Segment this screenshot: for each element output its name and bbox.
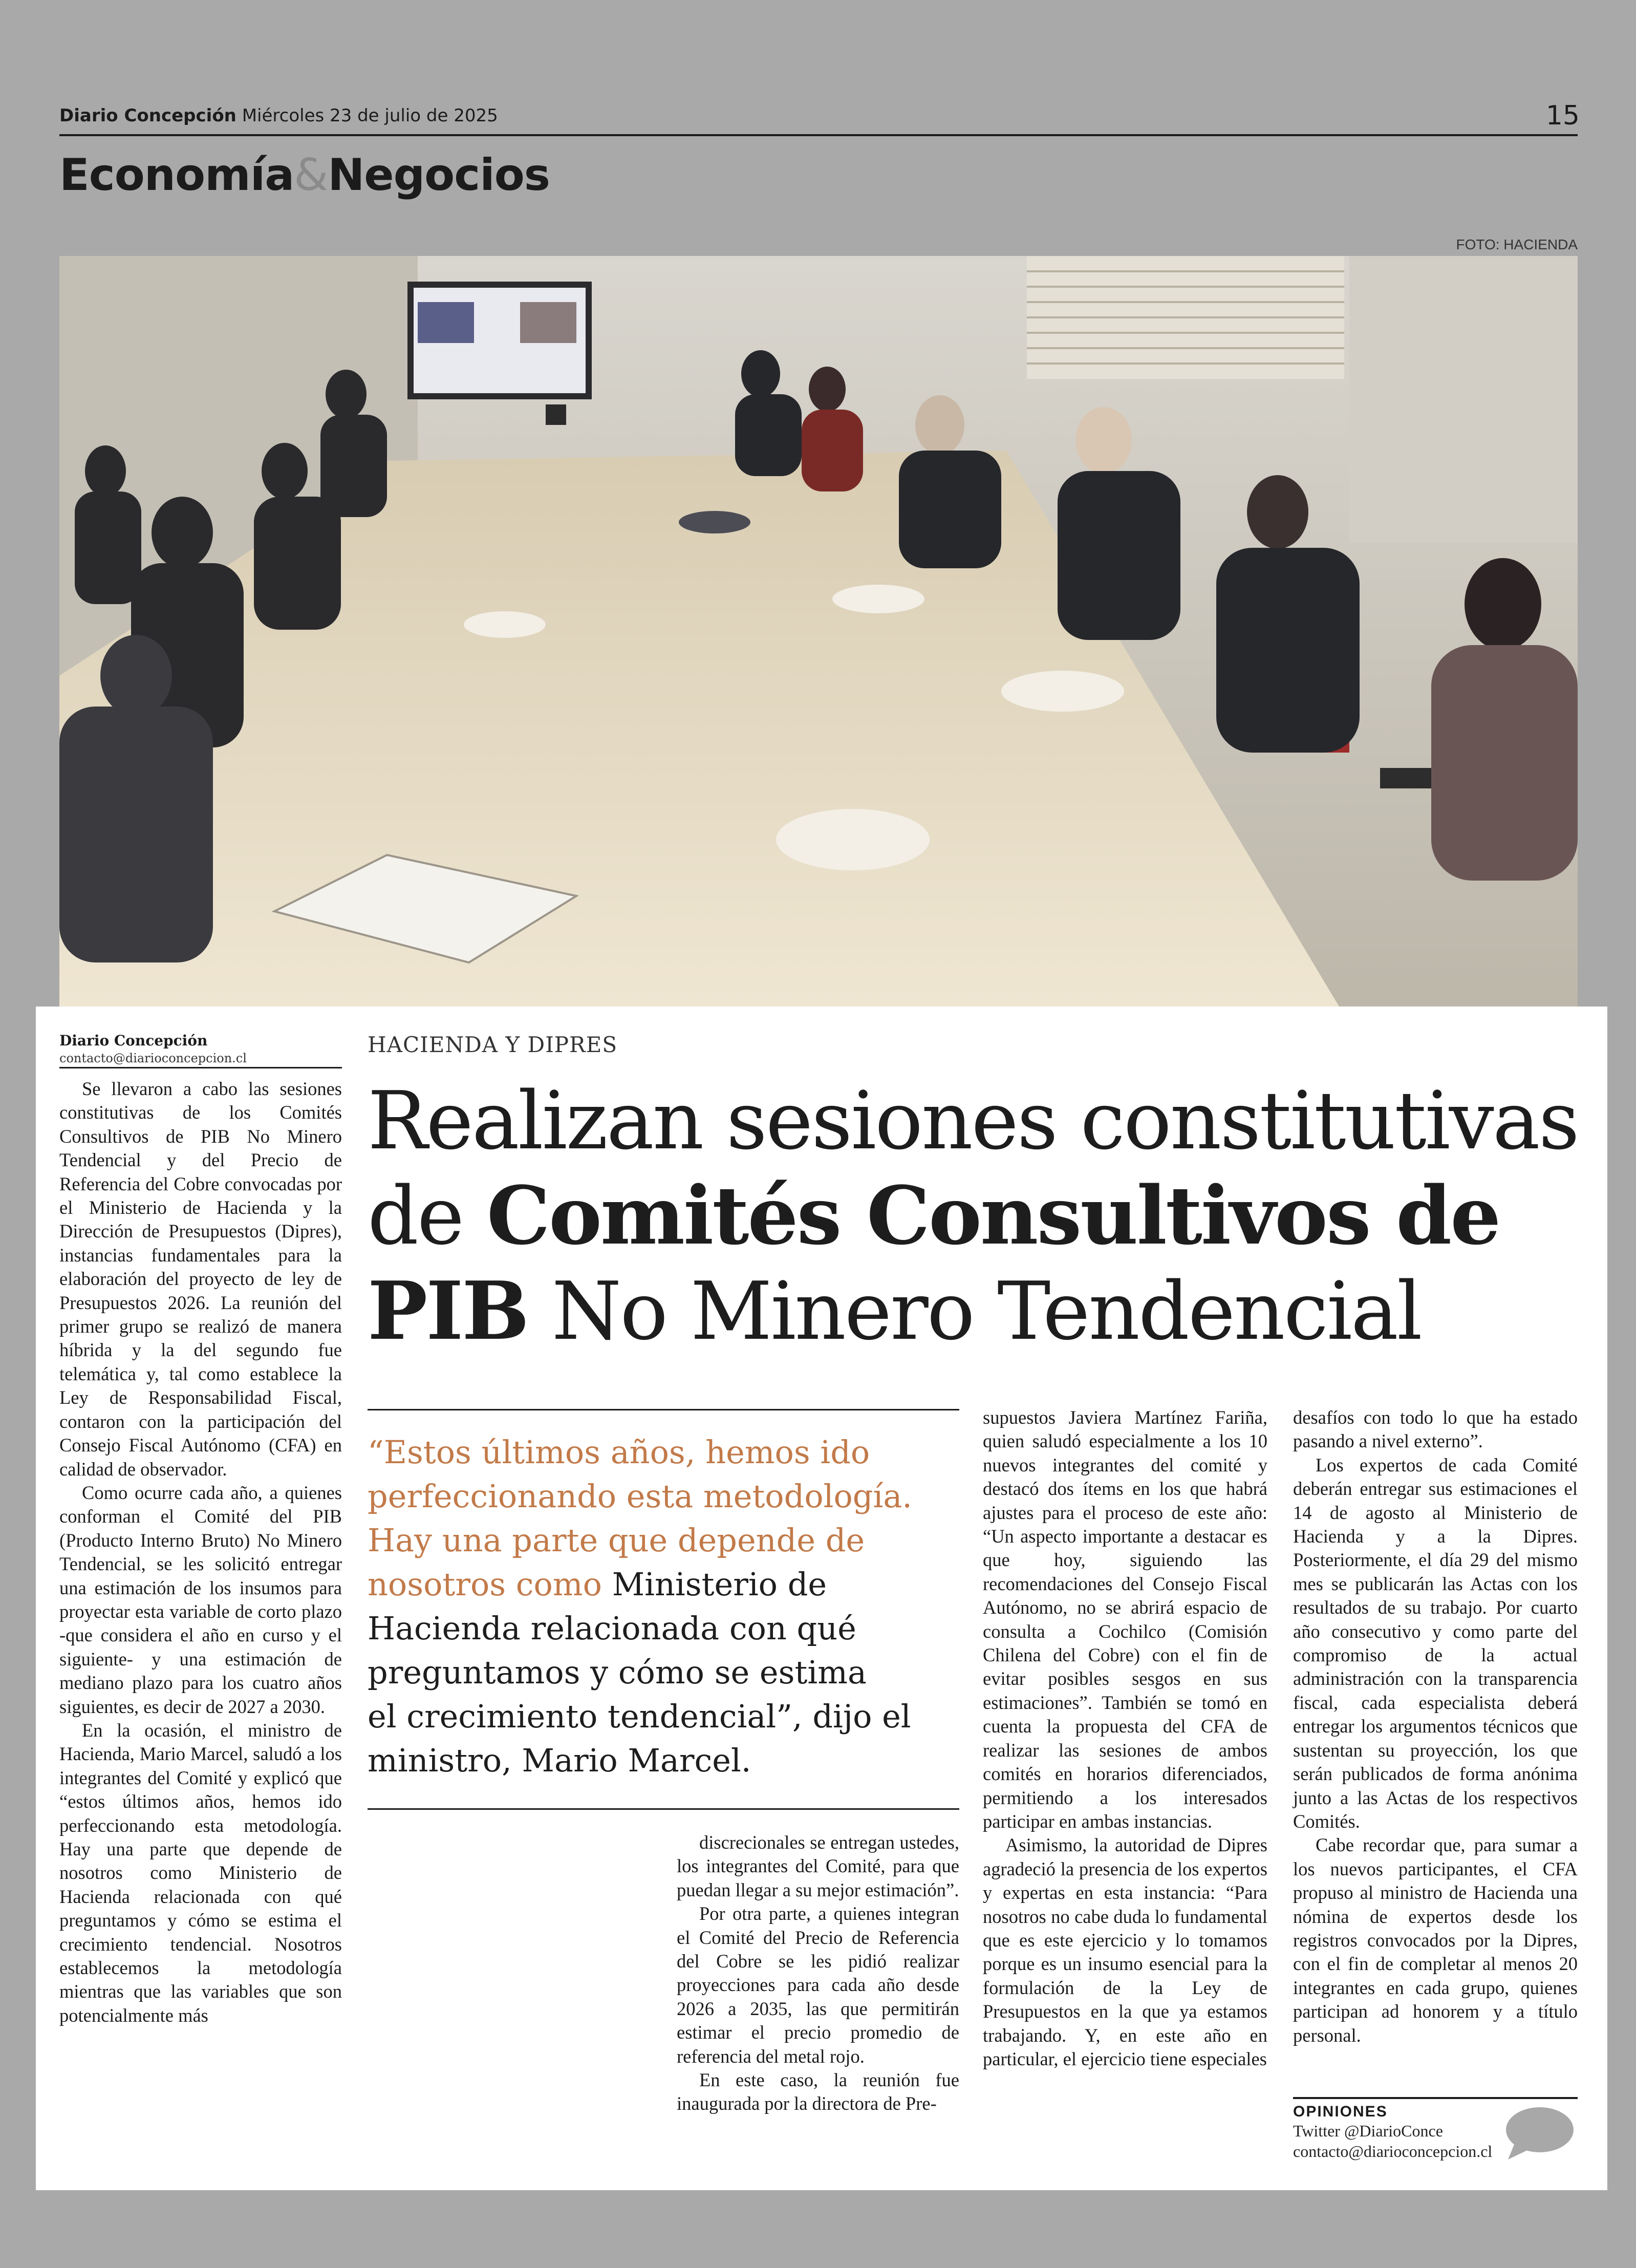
paragraph: discrecionales se entregan ustedes, los integrantes del Comité, para que puedan llegar a su mejor estimación”. <box>677 1832 959 1900</box>
section-title-left: Economía <box>59 149 294 201</box>
byline-rule <box>59 1067 342 1068</box>
body-column-1 <box>59 1077 342 2027</box>
kicker: HACIENDA Y DIPRES <box>368 1032 618 1057</box>
paragraph: Cabe recordar que, para sumar a los nuevos participantes, el CFA propuso al ministro de Hacienda una nómina de expertos desde los registros convocados por la Dipres, con el fin de completar al menos 20 integrantes en cada grupo, quienes participan ad honorem y a título personal. <box>1293 1834 1578 2046</box>
byline <box>59 1032 346 1065</box>
headline <box>368 1073 1576 1359</box>
headline-line-3-a: PIB <box>368 1264 528 1358</box>
page-number: 15 <box>1545 100 1580 131</box>
pullquote-rest: Ministerio de <box>601 1566 827 1603</box>
pullquote-line: ministro, Mario Marcel. <box>368 1742 751 1779</box>
pullquote-highlight: nosotros como <box>368 1566 602 1603</box>
opiniones-title: OPINIONES <box>1293 2103 1388 2120</box>
article-photo <box>59 256 1578 1007</box>
cookie-plate <box>776 809 930 870</box>
paragraph: desafíos con todo lo que ha estado pasando a nivel externo”. <box>1293 1407 1578 1452</box>
paragraph: Se llevaron a cabo las sesiones constitutivas de los Comités Consultivos de PIB No Minero Tendencial y del Precio de Referencia del Cobre convocadas por el Ministerio de Hacienda y la Dirección de Presupuestos (Dipres), instancias fundamentales para la elaboración del proyecto de ley de Presupuestos 2026. La reunión del primer grupo se realizó de manera híbrida y la del segundo fue telemática y, tal como establece la Ley de Responsabilidad Fiscal, contaron con la participación del Consejo Fiscal Autónomo (CFA) en calidad de observador. <box>59 1078 342 1480</box>
masthead-line <box>59 105 498 126</box>
opiniones-twitter[interactable]: Twitter @DiarioConce <box>1293 2122 1443 2140</box>
paragraph: Como ocurre cada año, a quienes conforman el Comité del PIB (Producto Interno Bruto) No Minero Tendencial, se les solicitó entregar una estimación de los insumos para proyectar esta variable de corto plazo -que considera el año en curso y el siguiente- y una estimación de mediano plazo para los cuatro años siguientes, es decir de 2027 a 2030. <box>59 1482 342 1717</box>
section-title-right: Negocios <box>328 149 550 201</box>
pullquote-line: Hacienda relacionada con qué <box>368 1610 856 1647</box>
video-tile <box>520 302 576 343</box>
headline-line-2-b: Comités Consultivos de <box>486 1169 1500 1263</box>
right-wall <box>1349 256 1578 543</box>
body-column-5 <box>1293 1406 1578 2047</box>
headline-line-3 <box>368 1264 1576 1359</box>
pullquote-line: “Estos últimos años, hemos ido <box>368 1433 870 1471</box>
pullquote-rule-top <box>368 1409 959 1410</box>
pullquote-line: perfeccionando esta metodología. <box>368 1478 912 1515</box>
opiniones-email[interactable]: contacto@diarioconcepcion.cl <box>1293 2142 1493 2160</box>
speech-bubble-icon <box>1503 2104 1575 2162</box>
section-title <box>59 149 550 201</box>
paragraph: En la ocasión, el ministro de Hacienda, Mario Marcel, saludó a los integrantes del Comité y explicó que “estos últimos años, hemos ido perfeccionando esta metodología. Hay una parte que depende de nosotros como Ministerio de Hacienda relacionada con qué preguntamos y cómo se estima el crecimiento tendencial. Nosotros establecemos la metodología mientras que las variables que son potencialmente más <box>59 1719 342 2026</box>
byline-name: Diario Concepción <box>59 1032 208 1049</box>
photo-credit: FOTO: HACIENDA <box>1456 237 1578 252</box>
section-title-amp: & <box>294 149 328 201</box>
paragraph: Asimismo, la autoridad de Dipres agradeció la presencia de los expertos y expertas en esta instancia: “Para nosotros no cabe duda lo fundamental que es este ejercicio y lo tomamos porque es un insumo esencial para la formulación de la Ley de Presupuestos en la que ya estamos trabajando. Y, en este año en particular, el ejercicio tiene especiales <box>983 1834 1267 2069</box>
headline-line-2 <box>368 1168 1576 1264</box>
video-tile <box>418 302 474 343</box>
pullquote-line: el crecimiento tendencial”, dijo el <box>368 1698 911 1735</box>
body-column-4 <box>983 1406 1267 2071</box>
paragraph: supuestos Javiera Martínez Fariña, quien saludó especialmente a los 10 nuevos integrantes del comité y destacó dos ítems en los que habrá ajustes para el proceso de este año: “Un aspecto importante a destacar es que hoy, siguiendo las recomendaciones del Consejo Fiscal Autónomo, no se abrirá espacio de consulta a Cochilco (Comisión Chilena del Cobre) con el fin de evitar posibles sesgos en sus estimaciones”. También se tomó en cuenta la propuesta del CFA de realizar las sesiones de ambos comités en horarios diferenciados, permitiendo a los interesados participar en ambas instancias. <box>983 1407 1267 1832</box>
cookie-plate <box>1001 671 1124 712</box>
byline-email[interactable]: contacto@diarioconcepcion.cl <box>59 1051 247 1065</box>
paragraph: Por otra parte, a quienes integran el Comité del Precio de Referencia del Cobre se les pidió realizar proyecciones para cada año desde 2026 a 2035, las que permitirán estimar el precio promedio de referencia del metal rojo. <box>677 1903 959 2067</box>
header-rule <box>59 134 1578 136</box>
opiniones-rule <box>1293 2097 1578 2099</box>
paper-name: Diario Concepción <box>59 105 236 126</box>
body-column-3 <box>677 1831 959 2116</box>
pullquote-line: preguntamos y cómo se estima <box>368 1654 867 1691</box>
pullquote <box>368 1430 961 1783</box>
pullquote-line: Hay una parte que depende de <box>368 1522 865 1559</box>
cookie-plate <box>464 611 546 638</box>
cookie-plate <box>832 585 924 613</box>
paragraph: En este caso, la reunión fue inaugurada por la directora de Pre- <box>677 2069 959 2114</box>
issue-date: Miércoles 23 de julio de 2025 <box>242 105 498 126</box>
camera <box>546 404 566 425</box>
headline-line-1: Realizan sesiones constitutivas <box>368 1074 1578 1167</box>
meeting-room-photo <box>59 256 1578 1007</box>
headline-line-2-a: de <box>368 1169 487 1263</box>
conference-phone <box>679 511 750 533</box>
pullquote-rule-bottom <box>368 1808 959 1810</box>
headline-line-3-b: No Minero Tendencial <box>528 1265 1421 1358</box>
paragraph: Los expertos de cada Comité deberán entregar sus estimaciones el 14 de agosto al Ministerio de Hacienda y a la Dipres. Posteriormente, el día 29 del mismo mes se publicarán las Actas con los resultados de su trabajo. Por cuarto año consecutivo y como parte del compromiso de la actual administración con la transparencia fiscal, cada especialista deberá entregar los argumentos técnicos que sustentan su proyección, los que serán publicados de forma anónima junto a las Actas de los respectivos Comités. <box>1293 1454 1578 1832</box>
pullquote-line <box>368 1563 961 1607</box>
